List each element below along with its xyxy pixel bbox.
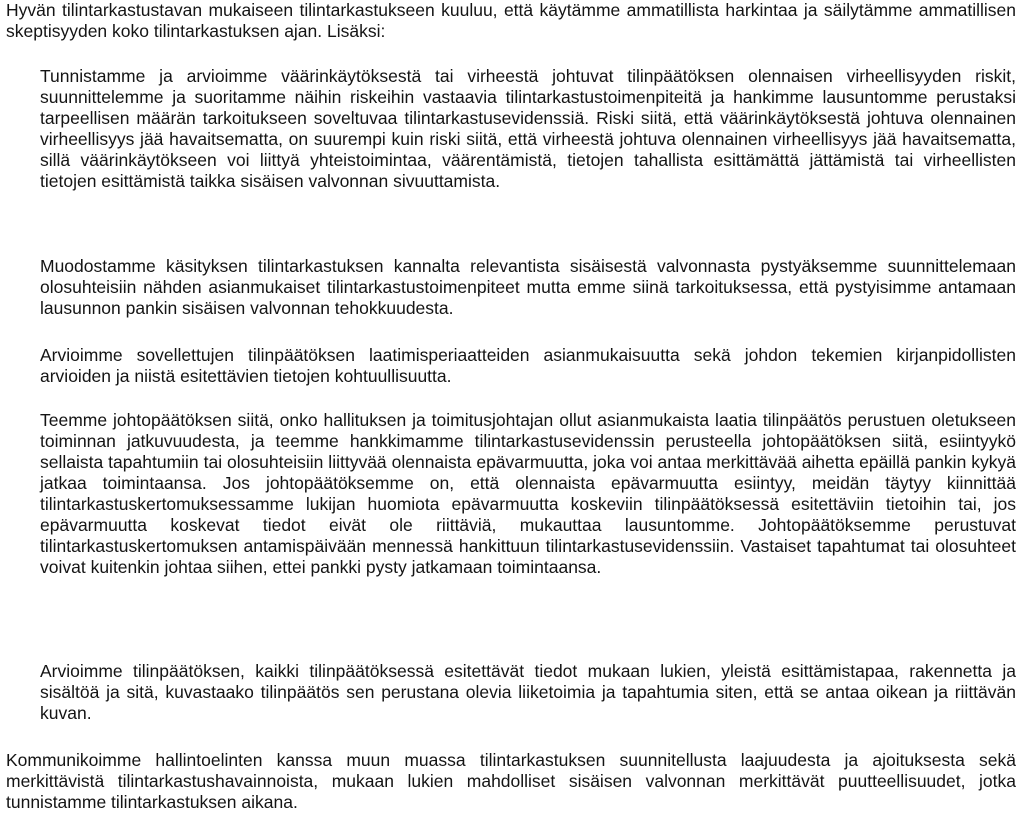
- responsibility-item-going-concern: Teemme johtopäätöksen siitä, onko hallituksen ja toimitusjohtajan ollut asianmukaista laatia tilinpäätös perustuen oletukseen toiminnan jatkuvuudesta, ja teemme hankkimamme tilintarkastusevidenssin perusteella johtopäätöksen siitä, esiintyykö sellaista tapahtumiin tai olosuhteisiin liittyvää olennaista epävarmuutta, joka voi antaa merkittävää aihetta epäillä pankin kykyä jatkaa toimintaansa. Jos johtopäätöksemme on, että olennaista epävarmuutta esiintyy, meidän täytyy kiinnittää tilintarkastuskertomuksessamme lukijan huomiota epävarmuutta koskeviin tilinpäätöksessä esitettäviin tietoihin tai, jos epävarmuutta koskevat tiedot eivät ole riittäviä, mukauttaa lausuntomme. Johtopäätöksemme perustuvat tilintarkastuskertomuksen antamispäivään mennessä hankittuun tilintarkastusevidenssiin. Vastaiset tapahtumat tai olosuhteet voivat kuitenkin johtaa siihen, ettei pankki pysty jatkamaan toimintaansa.: [40, 410, 1016, 577]
- governance-communication-paragraph: Kommunikoimme hallintoelinten kanssa muun muassa tilintarkastuksen suunnitellusta laajuudesta ja ajoituksesta sekä merkittävistä tilintarkastushavainnoista, mukaan lukien mahdolliset sisäisen valvonnan merkittävät puutteellisuudet, jotka tunnistamme tilintarkastuksen aikana.: [6, 750, 1016, 812]
- responsibility-item-accounting-policies: Arvioimme sovellettujen tilinpäätöksen laatimisperiaatteiden asianmukaisuutta sekä johdon tekemien kirjanpidollisten arvioiden ja niistä esitettävien tietojen kohtuullisuutta.: [40, 345, 1016, 386]
- responsibility-item-overall-presentation: Arvioimme tilinpäätöksen, kaikki tilinpäätöksessä esitettävät tiedot mukaan lukien, yleistä esittämistapaa, rakennetta ja sisältöä ja sitä, kuvastaako tilinpäätös sen perustana olevia liiketoimia ja tapahtumia siten, että se antaa oikean ja riittävän kuvan.: [40, 661, 1016, 723]
- responsibility-item-risk-assessment: Tunnistamme ja arvioimme väärinkäytöksestä tai virheestä johtuvat tilinpäätöksen olennaisen virheellisyyden riskit, suunnittelemme ja suoritamme näihin riskeihin vastaavia tilintarkastustoimenpiteitä ja hankimme lausuntomme perustaksi tarpeellisen määrän tarkoitukseen soveltuvaa tilintarkastusevidenssiä. Riski siitä, että väärinkäytöksestä johtuva olennainen virheellisyys jää havaitsematta, on suurempi kuin riski siitä, että virheestä johtuva olennainen virheellisyys jää havaitsematta, sillä väärinkäytökseen voi liittyä yhteistoimintaa, väärentämistä, tietojen tahallista esittämättä jättämistä tai virheellisten tietojen esittämistä taikka sisäisen valvonnan sivuuttamista.: [40, 66, 1016, 191]
- responsibility-item-internal-control: Muodostamme käsityksen tilintarkastuksen kannalta relevantista sisäisestä valvonnasta pystyäksemme suunnittelemaan olosuhteisiin nähden asianmukaiset tilintarkastustoimenpiteet mutta emme siinä tarkoituksessa, että pystyisimme antamaan lausunnon pankin sisäisen valvonnan tehokkuudesta.: [40, 256, 1016, 318]
- intro-paragraph: Hyvän tilintarkastustavan mukaiseen tilintarkastukseen kuuluu, että käytämme ammatillista harkintaa ja säilytämme ammatillisen skeptisyyden koko tilintarkastuksen ajan. Lisäksi:: [6, 0, 1016, 41]
